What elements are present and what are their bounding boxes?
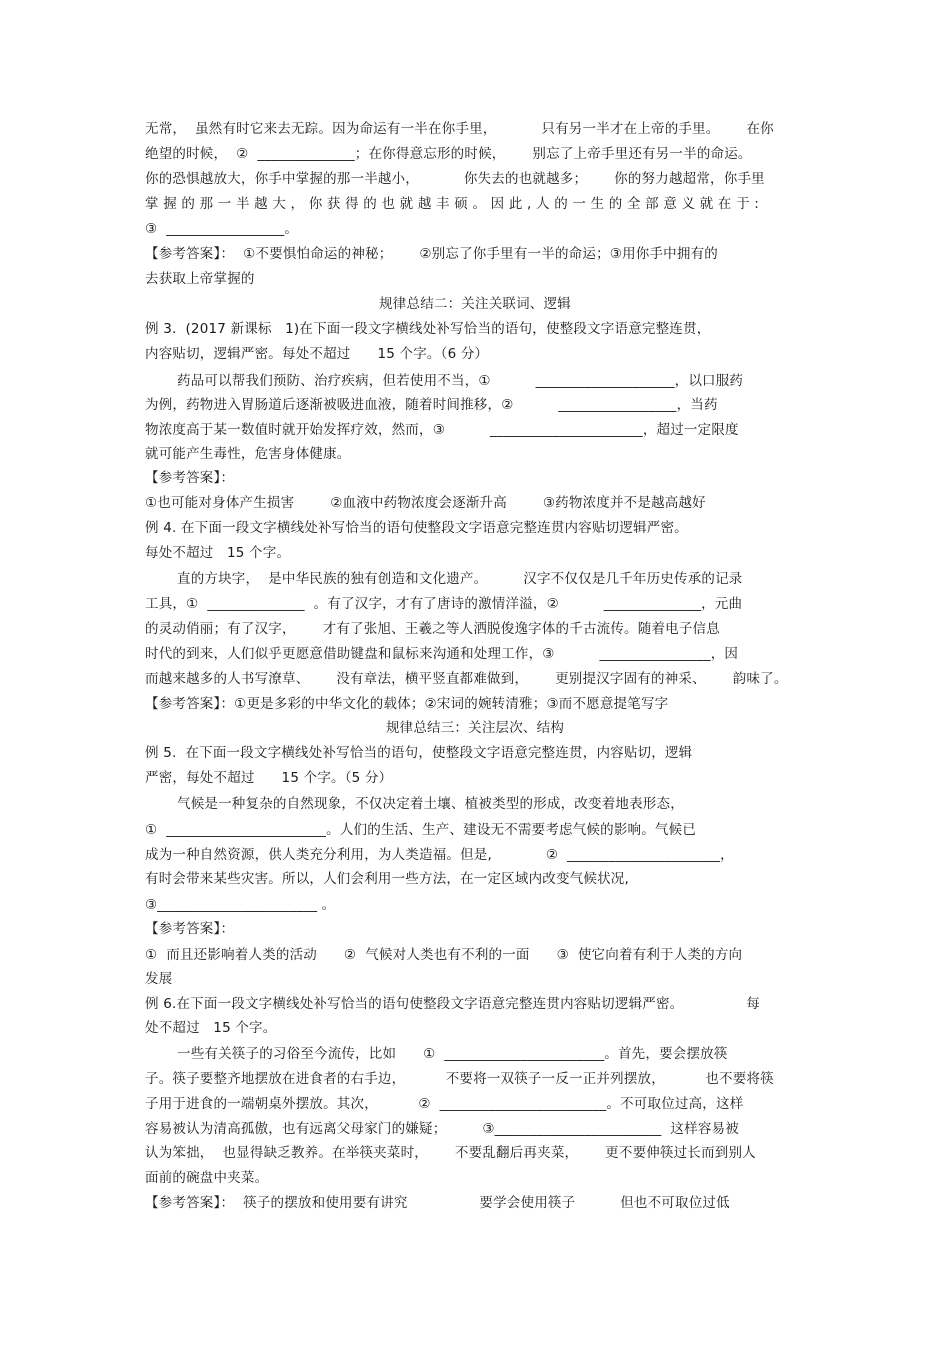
text-line: 处不超过 15 个字。 (145, 1020, 277, 1036)
text-line: 一些有关筷子的习俗至今流传，比如 ① _______________________。首先，要会摆放筷 (177, 1046, 728, 1062)
text-line: 而越来越多的人书写潦草、 没有章法，横平竖直都难做到， 更别提汉字固有的神采、 韵味了。 (145, 671, 788, 687)
example-title: 例 5. 在下面一段文字横线处补写恰当的语句，使整段文字语意完整连贯，内容贴切，逻辑 (145, 745, 693, 761)
text-line: 有时会带来某些灾害。所以，人们会利用一些方法，在一定区域内改变气候状况, (145, 871, 629, 887)
text-line: ① _______________________。人们的生活、生产、建设无不需要考虑气候的影响。气候已 (145, 822, 697, 838)
text-line: 严密，每处不超过 15 个字。（5 分） (145, 770, 393, 786)
text-line: ①也可能对身体产生损害 ②血液中药物浓度会逐渐升高 ③药物浓度并不是越高越好 (145, 495, 706, 511)
text-line: 子。筷子要整齐地摆放在进食者的右手边， 不要将一双筷子一反一正并列摆放， 也不要将筷 (145, 1071, 774, 1087)
text-line: 成为一种自然资源，供人类充分利用，为人类造福。但是, ② ______________________， (145, 847, 734, 863)
text-line: 掌 握 的 那 一 半 越 大 ， 你 获 得 的 也 就 越 丰 硕 。 因 此 , 人 的 一 生 的 全 部 意 义 就 在 于 : (145, 196, 760, 212)
text-line: ③ _________________。 (145, 221, 299, 237)
answer-label: 【参考答案】：①更是多彩的中华文化的载体；②宋词的婉转清雅；③而不愿意提笔写字 (145, 696, 669, 712)
text-line: 容易被认为清高孤傲，也有远离父母家门的嫌疑； ③________________________ 这样容易被 (145, 1121, 739, 1137)
text-line: 子用于进食的一端朝桌外摆放。其次， ② ________________________。不可取位过高，这样 (145, 1096, 744, 1112)
answer-label: 【参考答案】： ①不要惧怕命运的神秘； ②别忘了你手里有一半的命运；③用你手中拥有的 (145, 246, 718, 262)
text-line: 去获取上帝掌握的 (145, 271, 255, 287)
answer-label: 【参考答案】： (145, 921, 235, 937)
text-line: 时代的到来，人们似乎更愿意借助键盘和鼠标来沟通和处理工作，③ ________________，因 (145, 646, 739, 662)
text-line: 直的方块字， 是中华民族的独有创造和文化遗产。 汉字不仅仅是几千年历史传承的记录 (177, 571, 743, 587)
text-line: ① 而且还影响着人类的活动 ② 气候对人类也有不利的一面 ③ 使它向着有利于人类的方向 (145, 947, 743, 963)
text-line: 每处不超过 15 个字。 (145, 545, 291, 561)
text-line: 你的恐惧越放大，你手中掌握的那一半越小， 你失去的也就越多； 你的努力越超常，你手里 (145, 171, 765, 187)
text-line: 发展 (145, 971, 173, 987)
text-line: 面前的碗盘中夹菜。 (145, 1170, 269, 1186)
text-line: 就可能产生毒性，危害身体健康。 (145, 446, 351, 462)
text-line: 无常， 虽然有时它来去无踪。因为命运有一半在你手里， 只有另一半才在上帝的手里。 在你 (145, 121, 774, 137)
text-line: 气候是一种复杂的自然现象，不仅决定着土壤、植被类型的形成，改变着地表形态， (177, 796, 684, 812)
section-heading: 规律总结二：关注关联词、逻辑 (379, 296, 571, 312)
text-line: 工具，① ______________ 。有了汉字，才有了唐诗的激情洋溢，② ______________，元曲 (145, 596, 743, 612)
answer-label: 【参考答案】： (145, 470, 235, 486)
text-line: 物浓度高于某一数值时就开始发挥疗效，然而，③ ______________________，超过一定限度 (145, 422, 739, 438)
example-title: 例 3. (2017 新课标 1)在下面一段文字横线处补写恰当的语句，使整段文字语意完整连贯， (145, 321, 711, 337)
example-title: 例 6.在下面一段文字横线处补写恰当的语句使整段文字语意完整连贯内容贴切逻辑严密。 每 (145, 996, 760, 1012)
section-heading: 规律总结三：关注层次、结构 (385, 720, 565, 736)
text-line: 的灵动俏丽；有了汉字， 才有了张旭、王羲之等人洒脱俊逸字体的千古流传。随着电子信息 (145, 621, 720, 637)
answer-label: 【参考答案】： 筷子的摆放和使用要有讲究 要学会使用筷子 但也不可取位过低 (145, 1195, 730, 1211)
example-title: 例 4. 在下面一段文字横线处补写恰当的语句使整段文字语意完整连贯内容贴切逻辑严密。 (145, 520, 688, 536)
text-line: ③_______________________ 。 (145, 897, 336, 913)
text-line: 绝望的时候， ② ______________；在你得意忘形的时候， 别忘了上帝手里还有另一半的命运。 (145, 146, 752, 162)
text-line: 药品可以帮我们预防、治疗疾病，但若使用不当，① ____________________，以口服药 (177, 373, 744, 389)
text-line: 内容贴切，逻辑严密。每处不超过 15 个字。（6 分） (145, 346, 489, 362)
text-line: 认为笨拙， 也显得缺乏教养。在举筷夹菜时， 不要乱翻后再夹菜， 更不要伸筷过长而到别人 (145, 1145, 756, 1161)
text-line: 为例，药物进入胃肠道后逐渐被吸进血液，随着时间推移，② _________________，当药 (145, 397, 718, 413)
